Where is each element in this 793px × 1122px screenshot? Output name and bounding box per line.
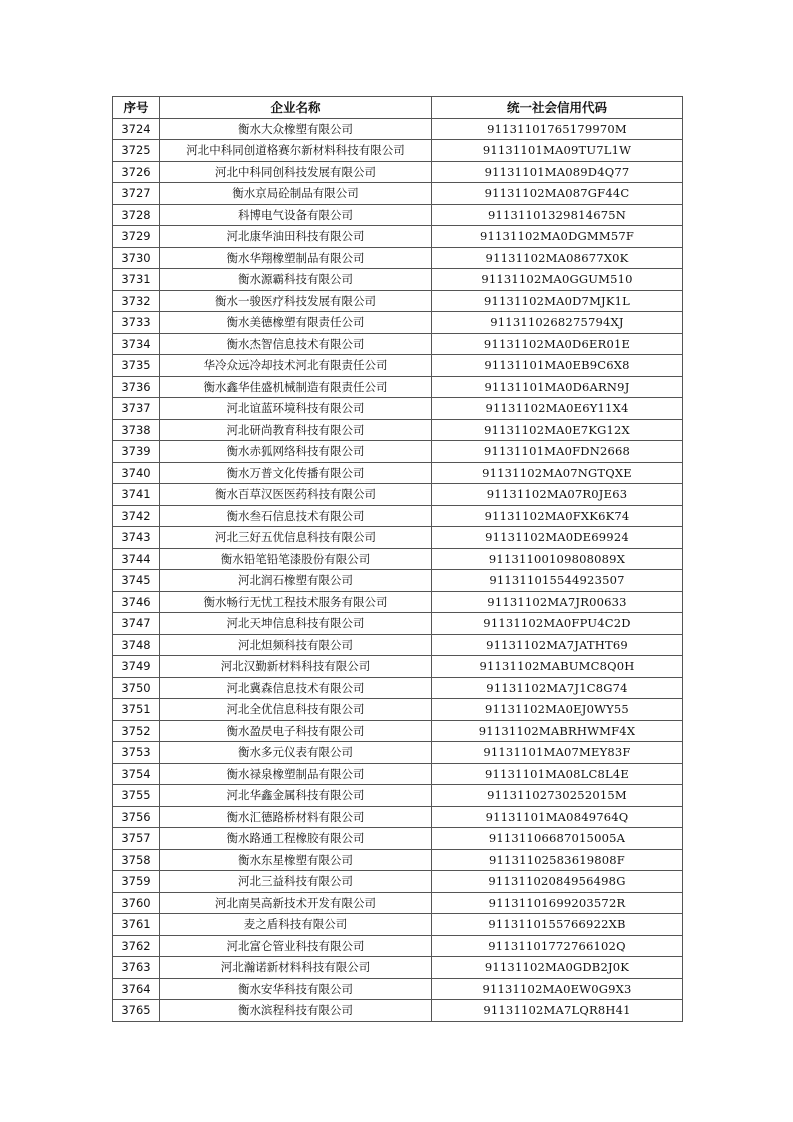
table-row	[113, 978, 683, 1000]
row-company-name: 衡水华翔橡塑制品有限公司	[160, 247, 432, 269]
table-row	[113, 505, 683, 527]
row-index: 3728	[113, 204, 160, 226]
row-company-name: 河北研尚教育科技有限公司	[160, 419, 432, 441]
row-credit-code: 91131101MA0FDN2668	[432, 441, 683, 463]
row-company-name: 衡水滨程科技有限公司	[160, 1000, 432, 1022]
row-company-name: 衡水铅笔铅笔漆股份有限公司	[160, 548, 432, 570]
row-index: 3759	[113, 871, 160, 893]
row-company-name: 河北三益科技有限公司	[160, 871, 432, 893]
row-company-name: 河北瀚诺新材料科技有限公司	[160, 957, 432, 979]
row-credit-code: 91131101699203572R	[432, 892, 683, 914]
table-row	[113, 828, 683, 850]
row-credit-code: 91131102MA0E7KG12X	[432, 419, 683, 441]
row-credit-code: 91131100109808089X	[432, 548, 683, 570]
row-index: 3734	[113, 333, 160, 355]
row-credit-code: 91131102MA7LQR8H41	[432, 1000, 683, 1022]
row-company-name: 麦之盾科技有限公司	[160, 914, 432, 936]
row-company-name: 河北南昊高新技术开发有限公司	[160, 892, 432, 914]
table-row	[113, 140, 683, 162]
row-index: 3724	[113, 118, 160, 140]
row-company-name: 河北富仑管业科技有限公司	[160, 935, 432, 957]
row-company-name: 衡水赤狐网络科技有限公司	[160, 441, 432, 463]
table-row	[113, 871, 683, 893]
row-index: 3737	[113, 398, 160, 420]
row-index: 3744	[113, 548, 160, 570]
row-index: 3731	[113, 269, 160, 291]
row-credit-code: 91131102MA7JR00633	[432, 591, 683, 613]
row-credit-code: 91131102MA0DGMM57F	[432, 226, 683, 248]
row-credit-code: 91131102MA08677X0K	[432, 247, 683, 269]
row-credit-code: 91131102MA0FXK6K74	[432, 505, 683, 527]
row-index: 3753	[113, 742, 160, 764]
row-company-name: 衡水多元仪表有限公司	[160, 742, 432, 764]
row-index: 3733	[113, 312, 160, 334]
table-row	[113, 720, 683, 742]
row-credit-code: 9113110268275794XJ	[432, 312, 683, 334]
table-row	[113, 269, 683, 291]
row-company-name: 河北天坤信息科技有限公司	[160, 613, 432, 635]
table-row	[113, 785, 683, 807]
table-row	[113, 441, 683, 463]
row-company-name: 华冷众远冷却技术河北有限责任公司	[160, 355, 432, 377]
row-credit-code: 91131101772766102Q	[432, 935, 683, 957]
row-credit-code: 91131101329814675N	[432, 204, 683, 226]
table-row	[113, 161, 683, 183]
row-company-name: 衡水美德橡塑有限责任公司	[160, 312, 432, 334]
row-company-name: 衡水杰智信息技术有限公司	[160, 333, 432, 355]
row-company-name: 衡水一骏医疗科技发展有限公司	[160, 290, 432, 312]
row-company-name: 衡水大众橡塑有限公司	[160, 118, 432, 140]
table-row	[113, 591, 683, 613]
row-company-name: 衡水禄泉橡塑制品有限公司	[160, 763, 432, 785]
row-index: 3756	[113, 806, 160, 828]
row-company-name: 衡水东星橡塑有限公司	[160, 849, 432, 871]
row-credit-code: 91131102MA7JATHT69	[432, 634, 683, 656]
row-company-name: 河北华鑫金属科技有限公司	[160, 785, 432, 807]
row-index: 3752	[113, 720, 160, 742]
row-index: 3763	[113, 957, 160, 979]
table-row	[113, 806, 683, 828]
row-credit-code: 91131102MA07NGTQXE	[432, 462, 683, 484]
table-row	[113, 376, 683, 398]
row-credit-code: 91131102MA0FPU4C2D	[432, 613, 683, 635]
row-credit-code: 91131101MA0D6ARN9J	[432, 376, 683, 398]
row-index: 3746	[113, 591, 160, 613]
row-index: 3726	[113, 161, 160, 183]
row-credit-code: 91131102MA0D6ER01E	[432, 333, 683, 355]
table-row	[113, 1000, 683, 1022]
row-credit-code: 91131101MA0EB9C6X8	[432, 355, 683, 377]
row-company-name: 河北中科同创道格赛尔新材料科技有限公司	[160, 140, 432, 162]
table-row	[113, 656, 683, 678]
row-credit-code: 91131101MA09TU7L1W	[432, 140, 683, 162]
row-index: 3749	[113, 656, 160, 678]
row-index: 3761	[113, 914, 160, 936]
row-index: 3736	[113, 376, 160, 398]
table-row	[113, 849, 683, 871]
table-row	[113, 183, 683, 205]
row-credit-code: 91131102MA7J1C8G74	[432, 677, 683, 699]
row-index: 3732	[113, 290, 160, 312]
row-company-name: 河北中科同创科技发展有限公司	[160, 161, 432, 183]
row-credit-code: 91131102MA0E6Y11X4	[432, 398, 683, 420]
row-index: 3747	[113, 613, 160, 635]
row-company-name: 衡水万普文化传播有限公司	[160, 462, 432, 484]
row-index: 3735	[113, 355, 160, 377]
row-company-name: 河北三好五优信息科技有限公司	[160, 527, 432, 549]
table-row	[113, 677, 683, 699]
row-index: 3751	[113, 699, 160, 721]
row-index: 3739	[113, 441, 160, 463]
row-index: 3760	[113, 892, 160, 914]
row-index: 3743	[113, 527, 160, 549]
row-index: 3765	[113, 1000, 160, 1022]
table-row	[113, 290, 683, 312]
table-row	[113, 548, 683, 570]
row-index: 3730	[113, 247, 160, 269]
row-index: 3740	[113, 462, 160, 484]
row-index: 3727	[113, 183, 160, 205]
row-company-name: 衡水路通工程橡胶有限公司	[160, 828, 432, 850]
row-credit-code: 91131102730252015M	[432, 785, 683, 807]
row-credit-code: 91131102MA0D7MJK1L	[432, 290, 683, 312]
row-index: 3748	[113, 634, 160, 656]
row-index: 3764	[113, 978, 160, 1000]
row-company-name: 河北冀森信息技术有限公司	[160, 677, 432, 699]
row-company-name: 河北康华油田科技有限公司	[160, 226, 432, 248]
row-credit-code: 91131102MA0DE69924	[432, 527, 683, 549]
table-row	[113, 462, 683, 484]
table-row	[113, 247, 683, 269]
table-row	[113, 957, 683, 979]
table-row	[113, 892, 683, 914]
table-row	[113, 484, 683, 506]
table-row	[113, 226, 683, 248]
row-index: 3745	[113, 570, 160, 592]
table-header-row	[113, 97, 683, 119]
row-credit-code: 91131102MA0GGUM510	[432, 269, 683, 291]
row-credit-code: 91131102084956498G	[432, 871, 683, 893]
row-company-name: 衡水汇德路桥材料有限公司	[160, 806, 432, 828]
table-row	[113, 118, 683, 140]
table-row	[113, 699, 683, 721]
row-credit-code: 91131101765179970M	[432, 118, 683, 140]
row-company-name: 河北炟频科技有限公司	[160, 634, 432, 656]
row-credit-code: 91131106687015005A	[432, 828, 683, 850]
row-credit-code: 91131102MA087GF44C	[432, 183, 683, 205]
row-company-name: 衡水安华科技有限公司	[160, 978, 432, 1000]
row-credit-code: 91131102MA0EW0G9X3	[432, 978, 683, 1000]
row-credit-code: 91131101MA08LC8L4E	[432, 763, 683, 785]
row-index: 3729	[113, 226, 160, 248]
row-index: 3742	[113, 505, 160, 527]
row-credit-code: 91131102583619808F	[432, 849, 683, 871]
row-credit-code: 91131102MA0GDB2J0K	[432, 957, 683, 979]
row-company-name: 衡水盈昃电子科技有限公司	[160, 720, 432, 742]
row-company-name: 衡水源霸科技有限公司	[160, 269, 432, 291]
table-row	[113, 312, 683, 334]
row-company-name: 河北谊蓝环境科技有限公司	[160, 398, 432, 420]
row-company-name: 河北汉勤新材料科技有限公司	[160, 656, 432, 678]
row-index: 3757	[113, 828, 160, 850]
row-credit-code: 91131102MA0EJ0WY55	[432, 699, 683, 721]
header-company-name: 企业名称	[160, 97, 432, 119]
table-row	[113, 634, 683, 656]
table-row	[113, 527, 683, 549]
row-index: 3738	[113, 419, 160, 441]
table-row	[113, 419, 683, 441]
row-company-name: 河北润石橡塑有限公司	[160, 570, 432, 592]
row-index: 3755	[113, 785, 160, 807]
row-credit-code: 911311015544923507	[432, 570, 683, 592]
header-index: 序号	[113, 97, 160, 119]
row-index: 3762	[113, 935, 160, 957]
table-row	[113, 935, 683, 957]
enterprise-credit-code-table	[112, 96, 683, 1022]
row-index: 3741	[113, 484, 160, 506]
header-credit-code: 统一社会信用代码	[432, 97, 683, 119]
table-row	[113, 398, 683, 420]
table-row	[113, 763, 683, 785]
row-company-name: 河北全优信息科技有限公司	[160, 699, 432, 721]
row-credit-code: 91131102MABUMC8Q0H	[432, 656, 683, 678]
row-company-name: 衡水叁石信息技术有限公司	[160, 505, 432, 527]
row-index: 3758	[113, 849, 160, 871]
row-credit-code: 9113110155766922XB	[432, 914, 683, 936]
row-credit-code: 91131101MA0849764Q	[432, 806, 683, 828]
row-credit-code: 91131102MA07R0JE63	[432, 484, 683, 506]
row-index: 3725	[113, 140, 160, 162]
row-company-name: 衡水畅行无忧工程技术服务有限公司	[160, 591, 432, 613]
table-row	[113, 914, 683, 936]
row-index: 3754	[113, 763, 160, 785]
table-row	[113, 570, 683, 592]
row-company-name: 衡水京局砼制品有限公司	[160, 183, 432, 205]
row-credit-code: 91131101MA089D4Q77	[432, 161, 683, 183]
table-row	[113, 333, 683, 355]
row-credit-code: 91131102MABRHWMF4X	[432, 720, 683, 742]
row-company-name: 科博电气设备有限公司	[160, 204, 432, 226]
row-company-name: 衡水百草汉医医药科技有限公司	[160, 484, 432, 506]
table-row	[113, 355, 683, 377]
row-index: 3750	[113, 677, 160, 699]
table-row	[113, 204, 683, 226]
row-credit-code: 91131101MA07MEY83F	[432, 742, 683, 764]
table-row	[113, 742, 683, 764]
row-company-name: 衡水鑫华佳盛机械制造有限责任公司	[160, 376, 432, 398]
table-row	[113, 613, 683, 635]
